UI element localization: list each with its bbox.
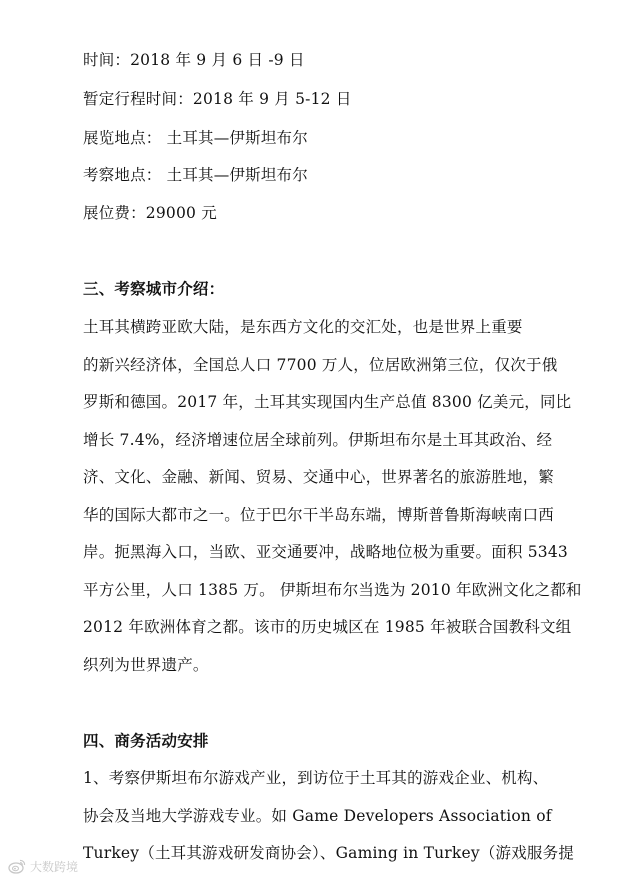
event-time: 时间：2018 年 9 月 6 日 -9 日 bbox=[83, 51, 305, 69]
section-3-paragraph-line: 的新兴经济体，全国总人口 7700 万人，位居欧洲第三位，仅次于俄 bbox=[83, 356, 558, 374]
section-3-paragraph-line: 济、文化、金融、新闻、贸易、交通中心，世界著名的旅游胜地，繁 bbox=[83, 468, 555, 486]
section-3-paragraph-line: 罗斯和德国。2017 年，土耳其实现国内生产总值 8300 亿美元，同比 bbox=[83, 393, 572, 411]
section-4-heading: 四、商务活动安排 bbox=[83, 732, 209, 750]
section-3-paragraph-line: 增长 7.4%，经济增速位居全球前列。伊斯坦布尔是土耳其政治、经 bbox=[83, 431, 553, 449]
booth-fee: 展位费：29000 元 bbox=[83, 204, 217, 222]
section-3-paragraph-line: 华的国际大都市之一。位于巴尔干半岛东端，博斯普鲁斯海峡南口西 bbox=[83, 506, 555, 524]
watermark bbox=[8, 857, 78, 875]
watermark-text: 大数跨境 bbox=[30, 859, 79, 874]
section-3-paragraph-line: 织列为世界遗产。 bbox=[83, 656, 209, 674]
section-3-heading: 三、考察城市介绍： bbox=[83, 280, 225, 298]
exhibition-location: 展览地点： 土耳其—伊斯坦布尔 bbox=[83, 129, 308, 147]
section-4-paragraph-line: 协会及当地大学游戏专业。如 Game Developers Association of bbox=[83, 807, 552, 825]
section-3-paragraph-line: 平方公里，人口 1385 万。 伊斯坦布尔当选为 2010 年欧洲文化之都和 bbox=[83, 581, 582, 599]
section-4-paragraph-line: Turkey（土耳其游戏研发商协会）、Gaming in Turkey（游戏服务提 bbox=[83, 844, 575, 862]
section-3-paragraph-line: 岸。扼黑海入口，当欧、亚交通要冲，战略地位极为重要。面积 5343 bbox=[83, 543, 568, 561]
weibo-logo-icon bbox=[8, 858, 26, 874]
inspection-location: 考察地点： 土耳其—伊斯坦布尔 bbox=[83, 166, 308, 184]
itinerary-time: 暂定行程时间：2018 年 9 月 5-12 日 bbox=[83, 90, 352, 108]
section-4-paragraph-line: 1、考察伊斯坦布尔游戏产业，到访位于土耳其的游戏企业、机构、 bbox=[83, 769, 549, 787]
section-3-paragraph-line: 2012 年欧洲体育之都。该市的历史城区在 1985 年被联合国教科文组 bbox=[83, 618, 572, 636]
section-3-paragraph-line: 土耳其横跨亚欧大陆，是东西方文化的交汇处，也是世界上重要 bbox=[83, 318, 523, 336]
